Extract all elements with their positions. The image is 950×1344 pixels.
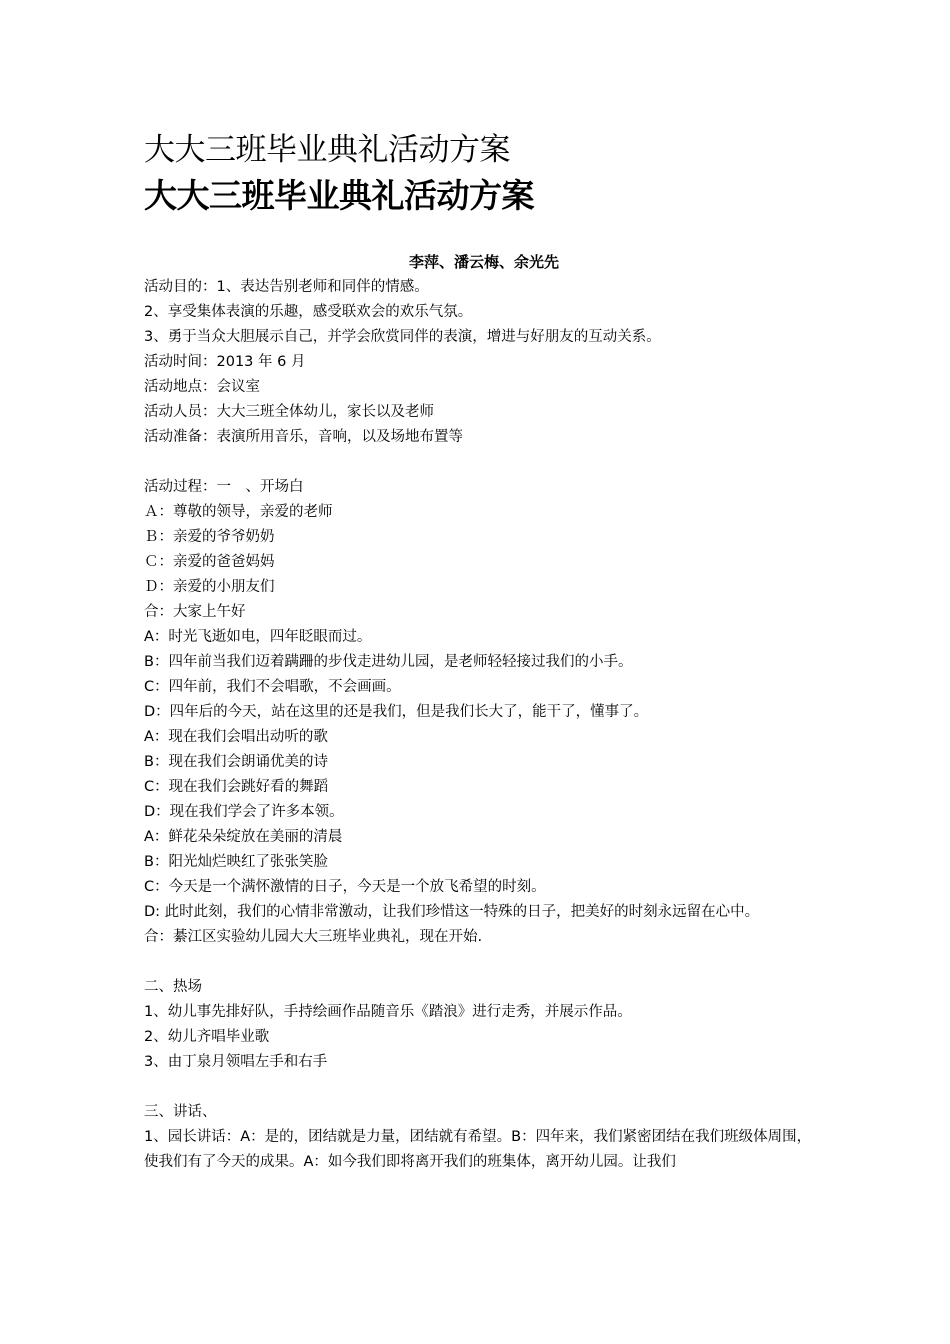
paragraph-line: B：四年前当我们迈着蹒跚的步伐走进幼儿园，是老师轻轻接过我们的小手。 (144, 654, 633, 670)
paragraph-line: B：现在我们会朗诵优美的诗 (144, 754, 328, 770)
blank-line (144, 950, 814, 975)
paragraph-line: D：现在我们学会了许多本领。 (144, 804, 344, 820)
blank-line (144, 450, 814, 475)
paragraph-line: B：阳光灿烂映红了张张笑脸 (144, 854, 328, 870)
paragraph-line: 三、讲话、 (144, 1104, 217, 1120)
paragraph-line: C：现在我们会跳好看的舞蹈 (144, 779, 329, 795)
paragraph-line: 活动时间：2013 年 6 月 (144, 354, 306, 370)
paragraph-line: D：四年后的今天，站在这里的还是我们，但是我们长大了，能干了，懂事了。 (144, 704, 649, 720)
document-title-bold: 大大三班毕业典礼活动方案 (144, 176, 534, 215)
paragraph-line: 2、幼儿齐唱毕业歌 (144, 1029, 270, 1045)
document-authors: 李萍、潘云梅、余光先 (408, 253, 559, 271)
paragraph-line: Ａ：尊敬的领导，亲爱的老师 (144, 504, 333, 520)
paragraph-line: 活动人员：大大三班全体幼儿，家长以及老师 (144, 404, 434, 420)
paragraph-line: A：现在我们会唱出动听的歌 (144, 729, 328, 745)
paragraph-line: 2、享受集体表演的乐趣，感受联欢会的欢乐气氛。 (144, 304, 473, 320)
document-body (144, 275, 814, 1175)
paragraph-line: 活动准备：表演所用音乐，音响，以及场地布置等 (144, 429, 463, 445)
paragraph-line: C：今天是一个满怀激情的日子，今天是一个放飞希望的时刻。 (144, 879, 546, 895)
paragraph-line: 合：綦江区实验幼儿园大大三班毕业典礼，现在开始. (144, 929, 483, 945)
paragraph-line: C：四年前，我们不会唱歌，不会画画。 (144, 679, 401, 695)
paragraph-line: 活动目的：1、表达告别老师和同伴的情感。 (144, 279, 429, 295)
blank-line (144, 1075, 814, 1100)
document-title-light: 大大三班毕业典礼活动方案 (144, 132, 510, 168)
paragraph-line: 1、园长讲话：A：是的，团结就是力量，团结就有希望。B：四年来，我们紧密团结在我们班级体周围，使我们有了今天的成果。A：如今我们即将离开我们的班集体，离开幼儿园。让我们 (144, 1129, 812, 1170)
paragraph-line: Ｃ：亲爱的爸爸妈妈 (144, 554, 275, 570)
paragraph-line: 1、幼儿事先排好队，手持绘画作品随音乐《踏浪》进行走秀，并展示作品。 (144, 1004, 632, 1020)
paragraph-line: 活动地点：会议室 (144, 379, 260, 395)
paragraph-line: Ｄ：亲爱的小朋友们 (144, 579, 275, 595)
paragraph-line: D: 此时此刻，我们的心情非常激动，让我们珍惜这一特殊的日子，把美好的时刻永远留在心中。 (144, 904, 760, 920)
document-content (144, 128, 814, 1175)
paragraph-line: 活动过程：一 、开场白 (144, 479, 304, 495)
paragraph-line: Ｂ：亲爱的爷爷奶奶 (144, 529, 275, 545)
paragraph-line: 二、热场 (144, 979, 202, 995)
paragraph-line: A：鲜花朵朵绽放在美丽的清晨 (144, 829, 343, 845)
paragraph-line: A：时光飞逝如电，四年眨眼而过。 (144, 629, 372, 645)
paragraph-line: 3、勇于当众大胆展示自己，并学会欣赏同伴的表演，增进与好朋友的互动关系。 (144, 329, 661, 345)
paragraph-line: 3、由丁泉月领唱左手和右手 (144, 1054, 328, 1070)
paragraph-line: 合：大家上午好 (144, 604, 246, 620)
